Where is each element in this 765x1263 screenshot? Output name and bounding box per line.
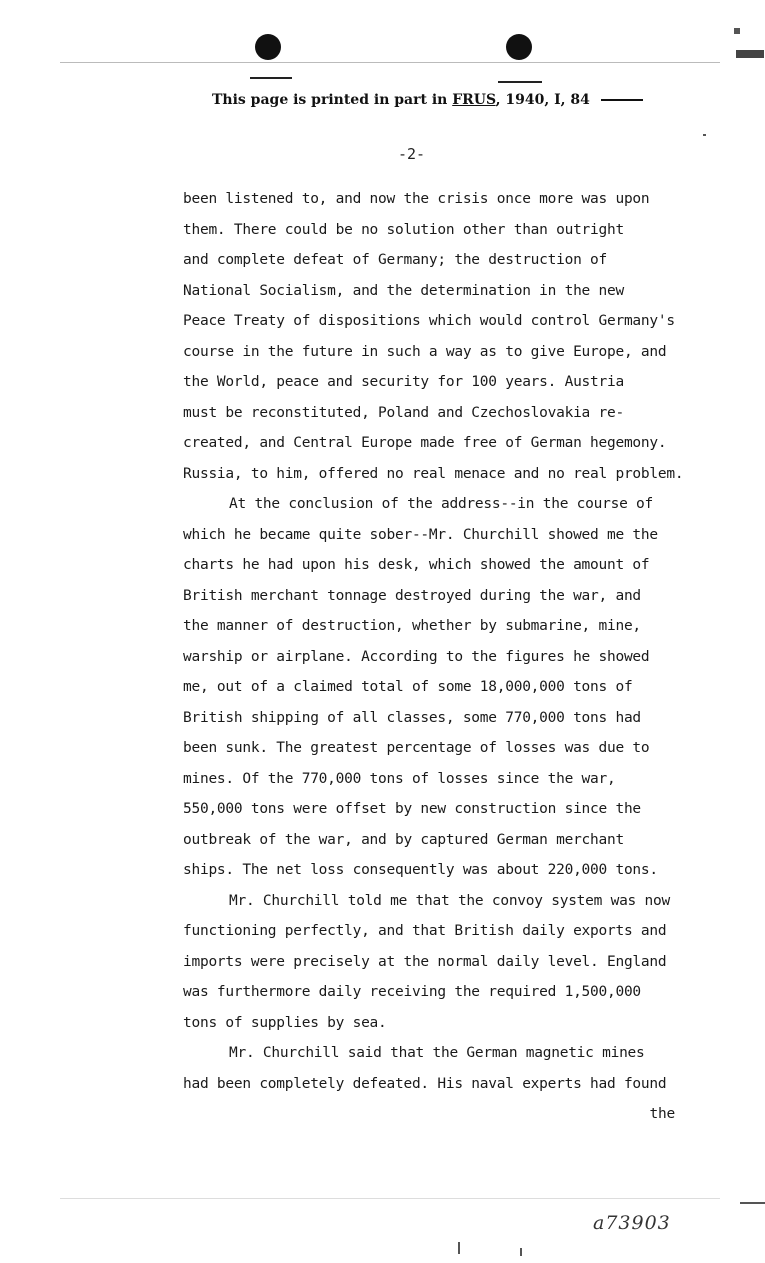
text-line: tons of supplies by sea. [183, 1014, 387, 1031]
source-note-underline [601, 99, 643, 101]
scan-speck [520, 1248, 522, 1256]
page-number: -2- [398, 145, 426, 163]
text-line: National Socialism, and the determination in the new [183, 282, 624, 299]
body-text [183, 184, 743, 1130]
scan-speck [703, 134, 706, 136]
text-line: imports were precisely at the normal daily level. England [183, 953, 667, 970]
text-line: had been completely defeated. His naval experts had found [183, 1075, 667, 1092]
edge-mark-top-right [734, 28, 740, 34]
text-line: the World, peace and security for 100 years. Austria [183, 374, 624, 390]
text-line: the manner of destruction, whether by submarine, mine, [183, 618, 641, 634]
text-line: 550,000 tons were offset by new construction since the [183, 801, 641, 817]
text-line: Mr. Churchill told me that the convoy system was now [229, 892, 670, 909]
text-line: been listened to, and now the crisis once more was upon [183, 191, 650, 207]
text-line: outbreak of the war, and by captured German merchant [183, 831, 624, 848]
text-line: created, and Central Europe made free of German hegemony. [183, 435, 667, 451]
hole-mark-right [498, 81, 542, 83]
edge-mark-bottom-right [740, 1202, 765, 1204]
text-line: ships. The net loss consequently was about 220,000 tons. [183, 862, 658, 878]
source-note-frus: FRUS [452, 92, 496, 108]
text-line: British merchant tonnage destroyed during the war, and [183, 587, 641, 604]
text-line: course in the future in such a way as to give Europe, and [183, 343, 667, 360]
text-line: mines. Of the 770,000 tons of losses since the war, [183, 770, 616, 787]
text-line: Peace Treaty of dispositions which would control Germany's [183, 313, 675, 329]
text-line: which he became quite sober--Mr. Churchill showed me the [183, 526, 658, 543]
printed-source-note [212, 92, 643, 108]
text-line: Mr. Churchill said that the German magnetic mines [229, 1045, 645, 1061]
text-line: must be reconstituted, Poland and Czechoslovakia re- [183, 404, 624, 421]
text-line: warship or airplane. According to the figures he showed [183, 648, 650, 665]
source-note-prefix: This page is printed in part in [212, 92, 448, 108]
source-note-citation: , 1940, I, 84 [495, 92, 590, 108]
edge-mark-corner [736, 50, 764, 58]
punch-hole-right [506, 34, 532, 60]
text-line: and complete defeat of Germany; the destruction of [183, 252, 607, 268]
catchword: the [649, 1106, 675, 1122]
top-fold-rule [60, 62, 720, 63]
text-line: functioning perfectly, and that British daily exports and [183, 923, 667, 939]
text-line: was furthermore daily receiving the required 1,500,000 [183, 984, 641, 1000]
text-line: them. There could be no solution other than outright [183, 221, 624, 238]
handwritten-archive-number: a73903 [593, 1212, 671, 1234]
punch-hole-left [255, 34, 281, 60]
text-line: charts he had upon his desk, which showed the amount of [183, 557, 650, 573]
text-line: At the conclusion of the address--in the course of [229, 496, 653, 512]
text-line: British shipping of all classes, some 770,000 tons had [183, 709, 641, 726]
text-line: been sunk. The greatest percentage of losses was due to [183, 740, 650, 756]
text-line: Russia, to him, offered no real menace and no real problem. [183, 465, 684, 482]
text-line: me, out of a claimed total of some 18,000,000 tons of [183, 679, 633, 695]
hole-mark-left [250, 77, 292, 79]
scan-speck [458, 1242, 460, 1254]
bottom-fold-rule [60, 1198, 720, 1199]
